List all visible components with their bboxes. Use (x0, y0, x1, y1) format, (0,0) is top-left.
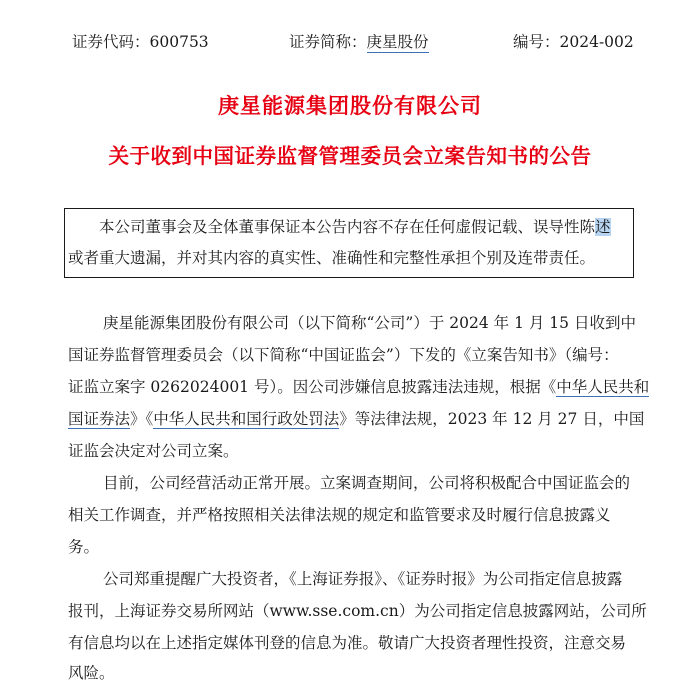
stock-abbreviation-value: 庚星股份 (366, 33, 429, 51)
securities-law-link-part2[interactable]: 国证券法 (68, 410, 131, 428)
administrative-penalty-law-link[interactable]: 中华人民共和国行政处罚法 (153, 410, 340, 428)
selected-char: 述 (595, 218, 611, 236)
disclaimer-line-2: 或者重大遗漏，并对其内容的真实性、准确性和完整性承担个别及连带责任。 (68, 249, 596, 267)
stock-abbreviation (289, 28, 429, 56)
p1-line-3 (68, 376, 700, 398)
announcement-number: 编号：2024-002 (513, 33, 634, 51)
header-row (0, 28, 700, 56)
disclaimer-line-1 (99, 217, 700, 237)
securities-law-link-part1[interactable]: 中华人民共和 (556, 378, 650, 396)
p2-line-2: 相关工作调查，并严格按照相关法律法规的规定和监管要求及时履行信息披露义 (68, 506, 611, 524)
p1-line-1: 庚星能源集团股份有限公司（以下简称“公司”）于 2024 年 1 月 15 日收到中 (103, 314, 636, 332)
p1-line-3-text: 证监立案字 0262024001 号）。因公司涉嫌信息披露违法违规，根据《 (68, 378, 557, 396)
p1-line-4 (68, 408, 700, 430)
announcement-title: 关于收到中国证券监督管理委员会立案告知书的公告 (108, 144, 592, 168)
p3-line-4: 风险。 (68, 664, 115, 682)
p3-line-2: 报刊，上海证券交易所网站（www.sse.com.cn）为公司指定信息披露网站，公司所 (68, 602, 647, 620)
stock-abbreviation-label: 证券简称： (289, 33, 367, 51)
p3-line-1: 公司郑重提醒广大投资者，《上海证券报》、《证券时报》为公司指定信息披露 (103, 570, 623, 588)
p2-line-3: 务。 (68, 538, 100, 556)
p3-line-3: 有信息均以在上述指定媒体刊登的信息为准。敬请广大投资者理性投资，注意交易 (68, 634, 627, 652)
stock-code: 证券代码：600753 (72, 33, 209, 51)
disclaimer-text-1: 本公司董事会及全体董事保证本公告内容不存在任何虚假记载、误导性陈 (99, 218, 596, 236)
p1-line-4-text: 》等法律法规，2023 年 12 月 27 日，中国 (339, 410, 645, 428)
p2-line-1: 目前，公司经营活动正常开展。立案调查期间，公司将积极配合中国证监会的 (103, 474, 631, 492)
p1-line-2: 国证券监督管理委员会（以下简称“中国证监会”）下发的《立案告知书》（编号： (68, 346, 619, 364)
p1-line-4-sep: 》《 (130, 410, 154, 428)
p1-line-5: 证监会决定对公司立案。 (68, 442, 239, 460)
company-title: 庚星能源集团股份有限公司 (218, 94, 482, 118)
